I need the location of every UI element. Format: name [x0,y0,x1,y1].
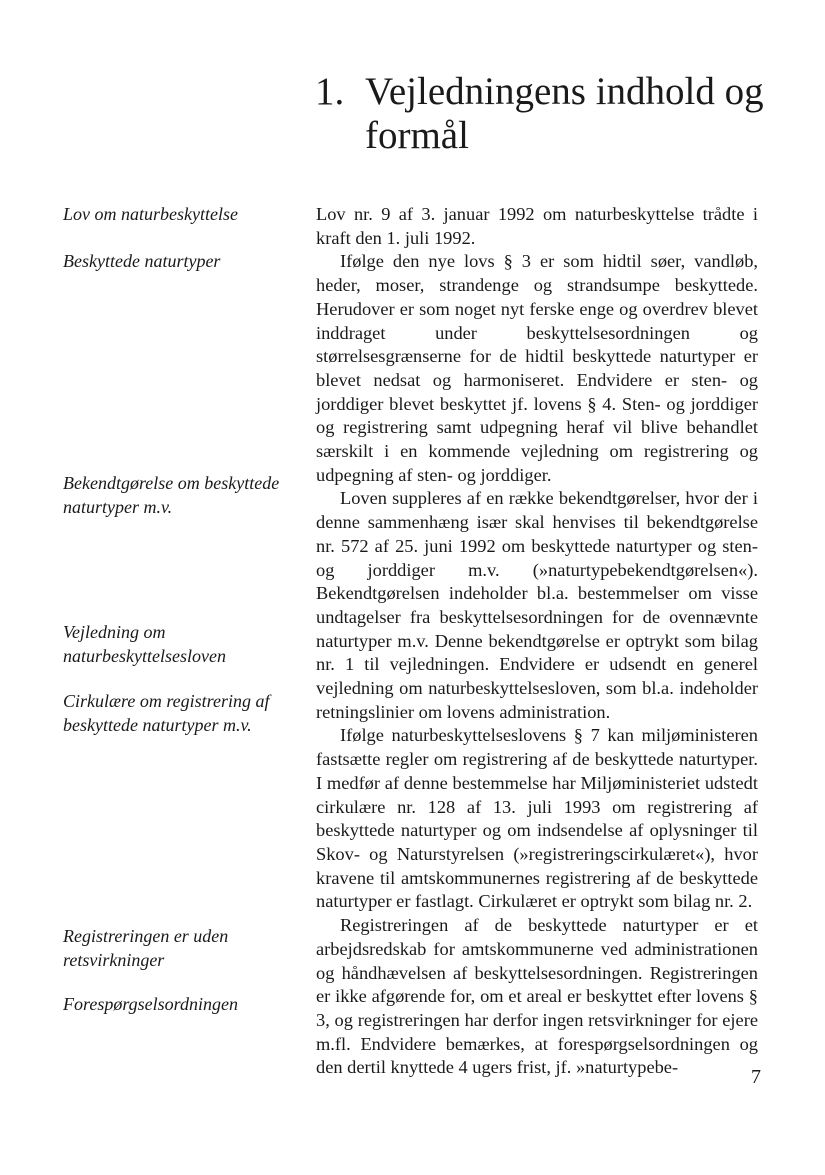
chapter-title-line1: Vejledningens indhold og [365,70,764,113]
margin-note-foresporgsel: Forespørgselsordningen [63,994,238,1014]
margin-note-bekendtgorelse: Bekendtgørelse om beskyttede naturtyper m.v. [63,473,280,517]
chapter-title-line2: formål [365,114,469,157]
paragraph: Lov nr. 9 af 3. januar 1992 om naturbeskyttelse trådte i kraft den 1. juli 1992. [316,204,758,248]
chapter-number: 1. [315,70,345,113]
paragraph: Registreringen af de beskyttede naturtyper er et arbejdsredskab for amtskommunerne ved administrationen og håndhævelsen af beskyttelsesordningen. Registreringen er ikke afgørende for, om et areal er beskyttet efter lovens § 3, og registreringen har derfor ingen retsvirkninger for ejere m.fl. Endvidere bemærkes, at forespørgselsordningen og den dertil knyttede 4 ugers frist, jf. »naturtypebe- [316,915,758,1078]
page-number: 7 [751,1066,761,1088]
paragraph: Loven suppleres af en række bekendtgørelser, hvor der i denne sammenhæng især skal henvises til bekendtgørelse nr. 572 af 25. juni 1992 om beskyttede naturtyper og sten- og jorddiger m.v. (»naturtypebekendtgørelsen«). Bekendtgørelsen indeholder bl.a. bestemmelser om visse undtagelser fra beskyttelsesordningen for de ovennævnte naturtyper m.v. Denne bekendtgørelse er optrykt som bilag nr. 1 til vejledningen. Endvidere er udsendt en generel vejledning om naturbeskyttelsesloven, som bl.a. indeholder retningslinier om lovens administration. [316,488,758,722]
body-text [316,203,758,1080]
margin-note-retsvirkninger: Registreringen er uden retsvirkninger [63,926,229,970]
margin-note-vejledning: Vejledning om naturbeskyttelsesloven [63,622,226,666]
margin-note-naturtyper: Beskyttede naturtyper [63,251,221,271]
paragraph: Ifølge den nye lovs § 3 er som hidtil søer, vandløb, heder, moser, strandenge og strandsumpe beskyttede. Herudover er som noget nyt ferske enge og overdrev blevet inddraget under beskyttelsesordningen og størrelsesgrænserne for de hidtil beskyttede naturtyper er blevet nedsat og harmoniseret. Endvidere er sten- og jorddiger blevet beskyttet jf. lovens § 4. Sten- og jorddiger og registrering samt udpegning heraf vil blive behandlet særskilt i en kommende vejledning om registrering og udpegning af sten- og jorddiger. [316,251,758,485]
chapter-title [315,70,775,158]
margin-note-cirkulaere: Cirkulære om registrering af beskyttede naturtyper m.v. [63,691,270,735]
margin-note-lov: Lov om naturbeskyttelse [63,204,238,224]
paragraph: Ifølge naturbeskyttelseslovens § 7 kan miljøministeren fastsætte regler om registrering af de beskyttede naturtyper. I medfør af denne bestemmelse har Miljøministeriet udstedt cirkulære nr. 128 af 13. juli 1993 om registrering af beskyttede naturtyper og om indsendelse af oplysninger til Skov- og Naturstyrelsen (»registreringscirkulæret«), hvor kravene til amtskommunernes registrering af de beskyttede naturtyper er fastlagt. Cirkulæret er optrykt som bilag nr. 2. [316,725,758,912]
